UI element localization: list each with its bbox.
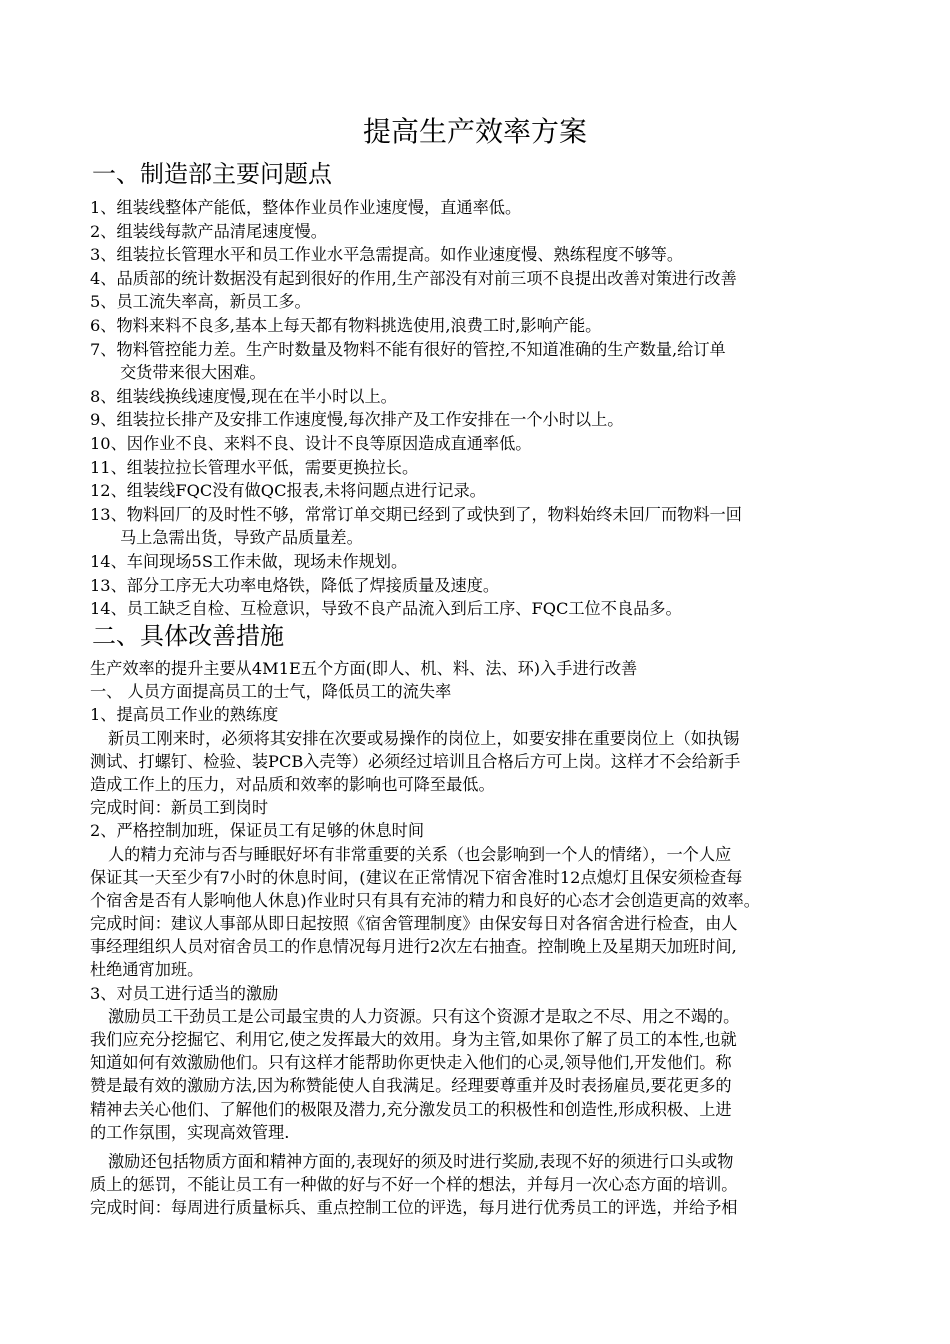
completion-time: 完成时间：每周进行质量标兵、重点控制工位的评选，每月进行优秀员工的评选，并给予相 (90, 1198, 738, 1218)
list-item: 14、员工缺乏自检、互检意识，导致不良产品流入到后工序、FQC工位不良品多。 (90, 599, 682, 619)
subheading: 一、 人员方面提高员工的士气，降低员工的流失率 (90, 682, 452, 702)
list-item: 12、组装线FQC没有做QC报表,未将问题点进行记录。 (90, 481, 486, 501)
list-item-continuation: 交货带来很大困难。 (120, 363, 266, 383)
list-item: 1、组装线整体产能低，整体作业员作业速度慢，直通率低。 (90, 198, 522, 217)
list-item: 6、物料来料不良多,基本上每天都有物料挑选使用,浪费工时,影响产能。 (90, 315, 602, 335)
list-item: 11、组装拉拉长管理水平低，需要更换拉长。 (90, 457, 419, 477)
paragraph-line: 人的精力充沛与否与睡眠好坏有非常重要的关系（也会影响到一个人的情绪），一个人应 (108, 844, 732, 864)
problems-list (90, 196, 890, 621)
paragraph-line: 我们应充分挖掘它、利用它,使之发挥最大的效用。身为主管,如果你了解了员工的本性,也就 (90, 1030, 737, 1049)
paragraph-line: 赞是最有效的激励方法,因为称赞能使人自我满足。经理要尊重并及时表扬雇员,要花更多的 (90, 1076, 732, 1096)
subheading: 2、严格控制加班，保证员工有足够的休息时间 (90, 821, 425, 841)
list-item: 9、组装拉长排产及安排工作速度慢,每次排产及工作安排在一个小时以上。 (90, 410, 624, 430)
list-item: 8、组装线换线速度慢,现在在半小时以上。 (90, 386, 397, 406)
section-heading-problems: 一、制造部主要问题点 (92, 160, 332, 188)
paragraph-line: 精神去关心他们、了解他们的极限及潜力,充分激发员工的积极性和创造性,形成积极、上进 (90, 1099, 732, 1119)
document-title: 提高生产效率方案 (362, 115, 587, 148)
completion-time: 完成时间：新员工到岗时 (90, 798, 269, 818)
paragraph-line: 的工作氛围，实现高效管理. (90, 1122, 290, 1142)
paragraph-line: 激励员工干劲员工是公司最宝贵的人力资源。只有这个资源才是取之不尽、用之不竭的。 (108, 1006, 740, 1026)
section-heading-measures: 二、具体改善措施 (92, 622, 284, 650)
paragraph-line: 造成工作上的压力，对品质和效率的影响也可降至最低。 (90, 774, 495, 794)
paragraph-line: 事经理组织人员对宿舍员工的作息情况每月进行2次左右抽查。控制晚上及星期天加班时间, (90, 937, 737, 957)
measures-body (90, 657, 890, 1220)
paragraph-line: 保证其一天至少有7小时的休息时间，(建议在正常情况下宿舍准时12点熄灯且保安须检查每 (90, 867, 743, 887)
list-item: 4、品质部的统计数据没有起到很好的作用,生产部没有对前三项不良提出改善对策进行改善 (90, 268, 737, 288)
list-item-continuation: 马上急需出货，导致产品质量差。 (120, 528, 363, 548)
paragraph-line: 生产效率的提升主要从4M1E五个方面(即人、机、料、法、环)入手进行改善 (90, 659, 638, 678)
subheading: 3、对员工进行适当的激励 (90, 983, 279, 1003)
subheading: 1、提高员工作业的熟练度 (90, 705, 279, 725)
completion-time: 完成时间：建议人事部从即日起按照《宿舍管理制度》由保安每日对各宿舍进行检查，由人 (90, 914, 738, 934)
paragraph-line: 杜绝通宵加班。 (90, 960, 204, 980)
list-item: 10、因作业不良、来料不良、设计不良等原因造成直通率低。 (90, 433, 532, 453)
paragraph-line: 知道如何有效激励他们。只有这样才能帮助你更快走入他们的心灵,领导他们,开发他们。称 (90, 1053, 732, 1073)
list-item: 5、员工流失率高，新员工多。 (90, 292, 311, 312)
list-item: 14、车间现场5S工作未做，现场未作规划。 (90, 551, 408, 571)
list-item: 13、物料回厂的及时性不够，常常订单交期已经到了或快到了，物料始终未回厂而物料一回 (90, 504, 742, 524)
paragraph-line: 测试、打螺钉、检验、装PCB入壳等）必须经过培训且合格后方可上岗。这样才不会给新手 (90, 751, 741, 771)
paragraph-line: 激励还包括物质方面和精神方面的,表现好的须及时进行奖励,表现不好的须进行口头或物 (108, 1151, 734, 1171)
paragraph-line: 个宿舍是否有人影响他人休息)作业时只有具有充沛的精力和良好的心态才会创造更高的效率。 (90, 890, 760, 910)
list-item: 7、物料管控能力差。生产时数量及物料不能有很好的管控,不知道准确的生产数量,给订单 (90, 339, 726, 359)
paragraph-line: 新员工刚来时，必须将其安排在次要或易操作的岗位上，如要安排在重要岗位上（如执锡 (108, 728, 740, 748)
list-item: 2、组装线每款产品清尾速度慢。 (90, 221, 327, 241)
list-item: 3、组装拉长管理水平和员工作业水平急需提高。如作业速度慢、熟练程度不够等。 (90, 245, 684, 265)
paragraph-line: 质上的惩罚，不能让员工有一种做的好与不好一个样的想法，并每月一次心态方面的培训。 (90, 1175, 738, 1195)
list-item: 13、部分工序无大功率电烙铁，降低了焊接质量及速度。 (90, 575, 500, 595)
